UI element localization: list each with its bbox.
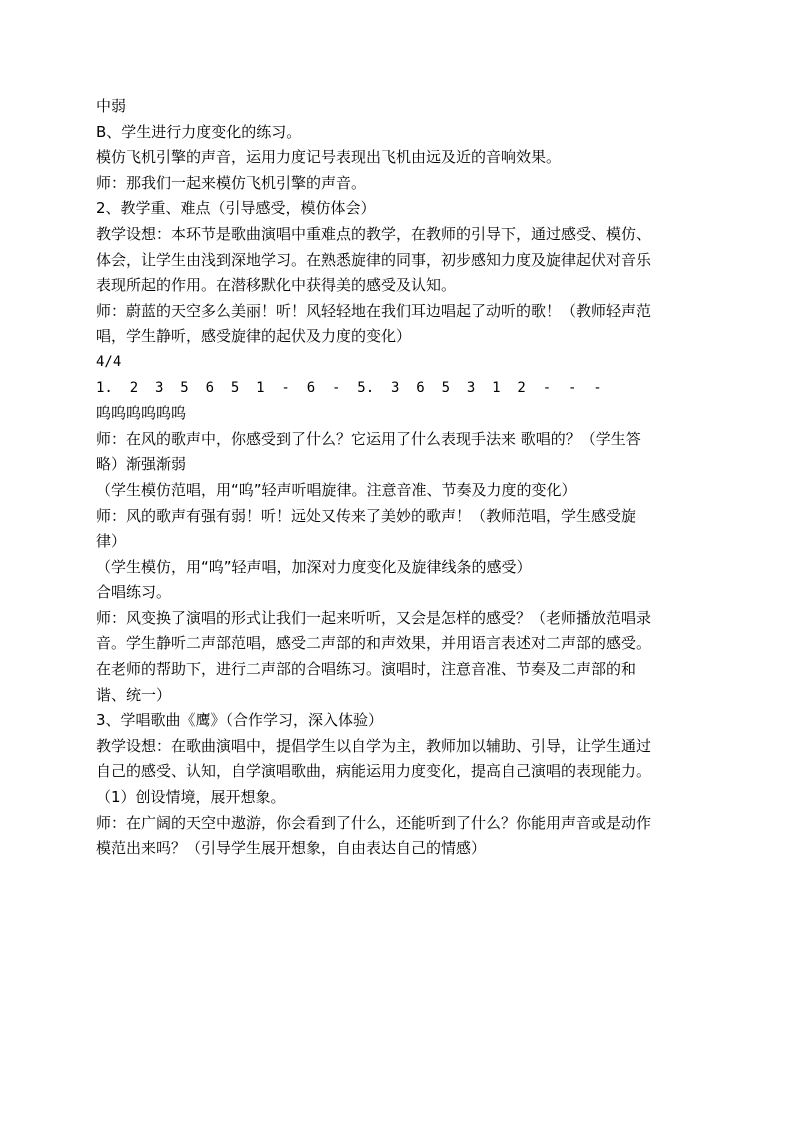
text-line: 模仿飞机引擎的声音，运用力度记号表现出飞机由远及近的音响效果。 xyxy=(96,148,562,167)
text-line: 表现所起的作用。在潜移默化中获得美的感受及认知。 xyxy=(96,276,457,295)
text-line: 师：在广阔的天空中遨游，你会看到了什么，还能听到了什么？你能用声音或是动作 xyxy=(96,813,652,832)
text-line: 音。学生静听二声部范唱，感受二声部的和声效果，并用语言表述对二声部的感受。 xyxy=(96,634,652,653)
text-line: 师：在风的歌声中，你感受到了什么？它运用了什么表现手法来 歌唱的？（学生答 xyxy=(96,429,641,448)
text-line: （学生模仿范唱，用“呜”轻声听唱旋律。注意音准、节奏及力度的变化） xyxy=(96,480,577,499)
text-line: 唱，学生静听，感受旋律的起伏及力度的变化） xyxy=(96,327,412,346)
text-line: 师：风的歌声有强有弱！听！远处又传来了美妙的歌声！（教师范唱，学生感受旋 xyxy=(96,506,637,525)
text-line: 师：风变换了演唱的形式让我们一起来听听，又会是怎样的感受？（老师播放范唱录 xyxy=(96,608,652,627)
text-line: 师：那我们一起来模仿飞机引擎的声音。 xyxy=(96,173,367,192)
text-line: 教学设想：本环节是歌曲演唱中重难点的教学，在教师的引导下，通过感受、模仿、 xyxy=(96,224,652,243)
text-line: 教学设想：在歌曲演唱中，提倡学生以自学为主，教师加以辅助、引导，让学生通过 xyxy=(96,736,652,755)
text-line: 在老师的帮助下，进行二声部的合唱练习。演唱时，注意音准、节奏及二声部的和 xyxy=(96,660,637,679)
document-body xyxy=(96,94,696,862)
section-heading: 2、教学重、难点（引导感受，模仿体会） xyxy=(96,199,376,218)
text-line: 自己的感受、认知，自学演唱歌曲，病能运用力度变化，提高自己演唱的表现能力。 xyxy=(96,762,652,781)
music-notation: 1. 2 3 5 6 5 1 - 6 - 5. 3 6 5 3 1 2 - - - xyxy=(96,379,602,396)
lyrics-line: 呜呜呜呜呜呜 xyxy=(96,404,187,423)
text-line: B、学生进行力度变化的练习。 xyxy=(96,122,302,141)
text-line: 谐、统一） xyxy=(96,685,172,704)
text-line: 模范出来吗？（引导学生展开想象，自由表达自己的情感） xyxy=(96,839,487,858)
text-line: 中弱 xyxy=(96,97,127,115)
text-line: 略）渐强渐弱 xyxy=(96,455,187,474)
text-line: （学生模仿，用“呜”轻声唱，加深对力度变化及旋律线条的感受） xyxy=(96,557,532,576)
text-line: 律） xyxy=(96,532,127,551)
text-line: 合唱练习。 xyxy=(96,583,172,602)
text-line: （1）创设情境，展开想象。 xyxy=(96,788,286,807)
time-signature: 4/4 xyxy=(96,353,122,370)
text-line: 师：蔚蓝的天空多么美丽！听！风轻轻地在我们耳边唱起了动听的歌！（教师轻声范 xyxy=(96,301,652,320)
text-line: 体会，让学生由浅到深地学习。在熟悉旋律的同事，初步感知力度及旋律起伏对音乐 xyxy=(96,250,652,269)
section-heading: 3、学唱歌曲《鹰》（合作学习，深入体验） xyxy=(96,711,384,730)
